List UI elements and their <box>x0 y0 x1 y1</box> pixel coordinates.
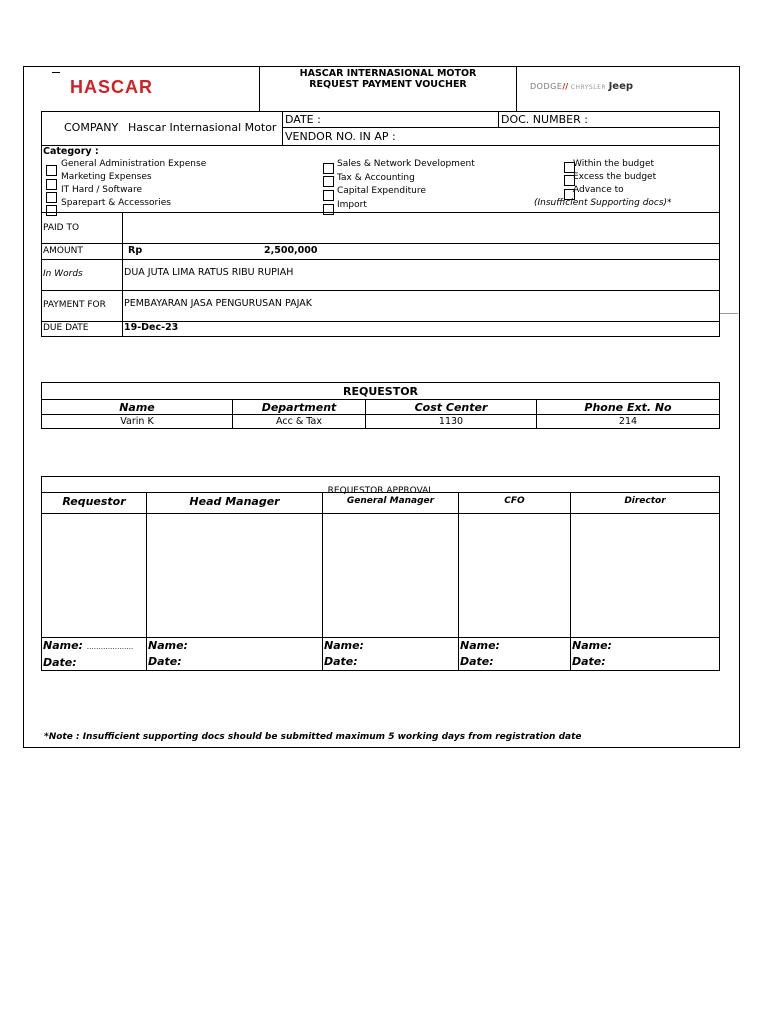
paid-to-row <box>41 212 720 244</box>
approval-signoff-general-manager[interactable]: Name: Date: <box>324 639 364 668</box>
approval-signoff-director[interactable]: Name: Date: <box>572 639 612 668</box>
category-general-admin: General Administration Expense <box>61 159 207 169</box>
paid-to-label: PAID TO <box>43 223 80 233</box>
header-name: Name <box>42 400 233 415</box>
category-sparepart: Sparepart & Accessories <box>61 198 171 208</box>
brand-logos <box>530 81 700 95</box>
edge-marker <box>720 313 738 314</box>
due-date-label: DUE DATE <box>43 323 89 333</box>
insufficient-docs-note: (Insufficient Supporting docs)* <box>534 198 672 208</box>
category-col-3 <box>534 158 712 210</box>
in-words-value[interactable]: DUA JUTA LIMA RATUS RIBU RUPIAH <box>124 267 294 278</box>
doc-title: REQUEST PAYMENT VOUCHER <box>309 79 467 90</box>
doc-number-cell <box>498 111 720 128</box>
requestor-table <box>41 382 720 429</box>
chrysler-logo: CHRYSLER <box>570 84 607 91</box>
approval-header-cfo: CFO <box>504 496 525 506</box>
approval-header-requestor: Requestor <box>62 495 126 508</box>
requestor-department[interactable]: Acc & Tax <box>233 415 366 429</box>
category-col-1 <box>44 158 314 210</box>
logo-dash <box>52 72 60 73</box>
category-within-budget: Within the budget <box>573 159 655 169</box>
approval-signoff-requestor[interactable]: Name: ……………….. Date: <box>43 639 134 669</box>
jeep-logo: Jeep <box>608 81 634 92</box>
approval-grid <box>41 492 720 671</box>
requestor-name[interactable]: Varin K <box>42 415 233 429</box>
vendor-label: VENDOR NO. IN AP : <box>285 130 396 143</box>
due-date-value[interactable]: 19-Dec-23 <box>124 322 179 333</box>
header-cost-center: Cost Center <box>366 400 537 415</box>
dodge-logo: DODGE <box>530 82 563 91</box>
requestor-cost-center[interactable]: 1130 <box>366 415 537 429</box>
hascar-logo <box>70 77 210 101</box>
company-label: COMPANY <box>64 121 119 134</box>
company-cell <box>41 111 283 146</box>
requestor-title: REQUESTOR <box>42 383 720 400</box>
dodge-stripes-icon: // <box>562 82 569 91</box>
due-date-row <box>41 321 720 337</box>
category-tax-accounting: Tax & Accounting <box>337 173 415 183</box>
logo-text-car: CAR <box>111 77 154 97</box>
amount-value[interactable]: 2,500,000 <box>264 245 318 256</box>
in-words-row <box>41 259 720 291</box>
logo-text-has: HAS <box>70 77 112 97</box>
payment-for-row <box>41 290 720 322</box>
approval-header-head-manager: Head Manager <box>189 495 280 508</box>
requestor-phone-ext[interactable]: 214 <box>537 415 720 429</box>
category-label: Category : <box>43 146 99 157</box>
approval-signoff-head-manager[interactable]: Name: Date: <box>148 639 188 668</box>
approval-header-director: Director <box>624 496 666 506</box>
category-import: Import <box>337 200 367 210</box>
vendor-cell <box>282 127 720 146</box>
amount-label: AMOUNT <box>43 246 83 256</box>
category-advance: Advance to <box>573 185 624 195</box>
category-sales-network: Sales & Network Development <box>337 159 475 169</box>
header-title-box <box>259 66 517 112</box>
footnote: *Note : Insufficient supporting docs should be submitted maximum 5 working days from registration date <box>44 732 582 742</box>
payment-for-value[interactable]: PEMBAYARAN JASA PENGURUSAN PAJAK <box>124 298 312 309</box>
date-cell <box>282 111 499 128</box>
date-label: DATE : <box>285 113 321 126</box>
header-department: Department <box>233 400 366 415</box>
payment-for-label: PAYMENT FOR <box>43 300 106 310</box>
approval-header-general-manager: General Manager <box>346 496 435 506</box>
header-phone-ext: Phone Ext. No <box>537 400 720 415</box>
in-words-label: In Words <box>43 269 83 279</box>
category-capex: Capital Expenditure <box>337 186 426 196</box>
approval-signoff-cfo[interactable]: Name: Date: <box>460 639 500 668</box>
category-col-2 <box>321 158 551 211</box>
amount-row <box>41 243 720 260</box>
approval-title: REQUESTOR APPROVAL <box>41 476 720 493</box>
currency-label: Rp <box>128 245 143 256</box>
category-it: IT Hard / Software <box>61 185 142 195</box>
category-marketing: Marketing Expenses <box>61 172 152 182</box>
company-value: Hascar Internasional Motor <box>128 121 277 134</box>
company-title: HASCAR INTERNASIONAL MOTOR <box>299 68 477 79</box>
doc-number-label: DOC. NUMBER : <box>501 113 588 126</box>
category-excess-budget: Excess the budget <box>573 172 657 182</box>
